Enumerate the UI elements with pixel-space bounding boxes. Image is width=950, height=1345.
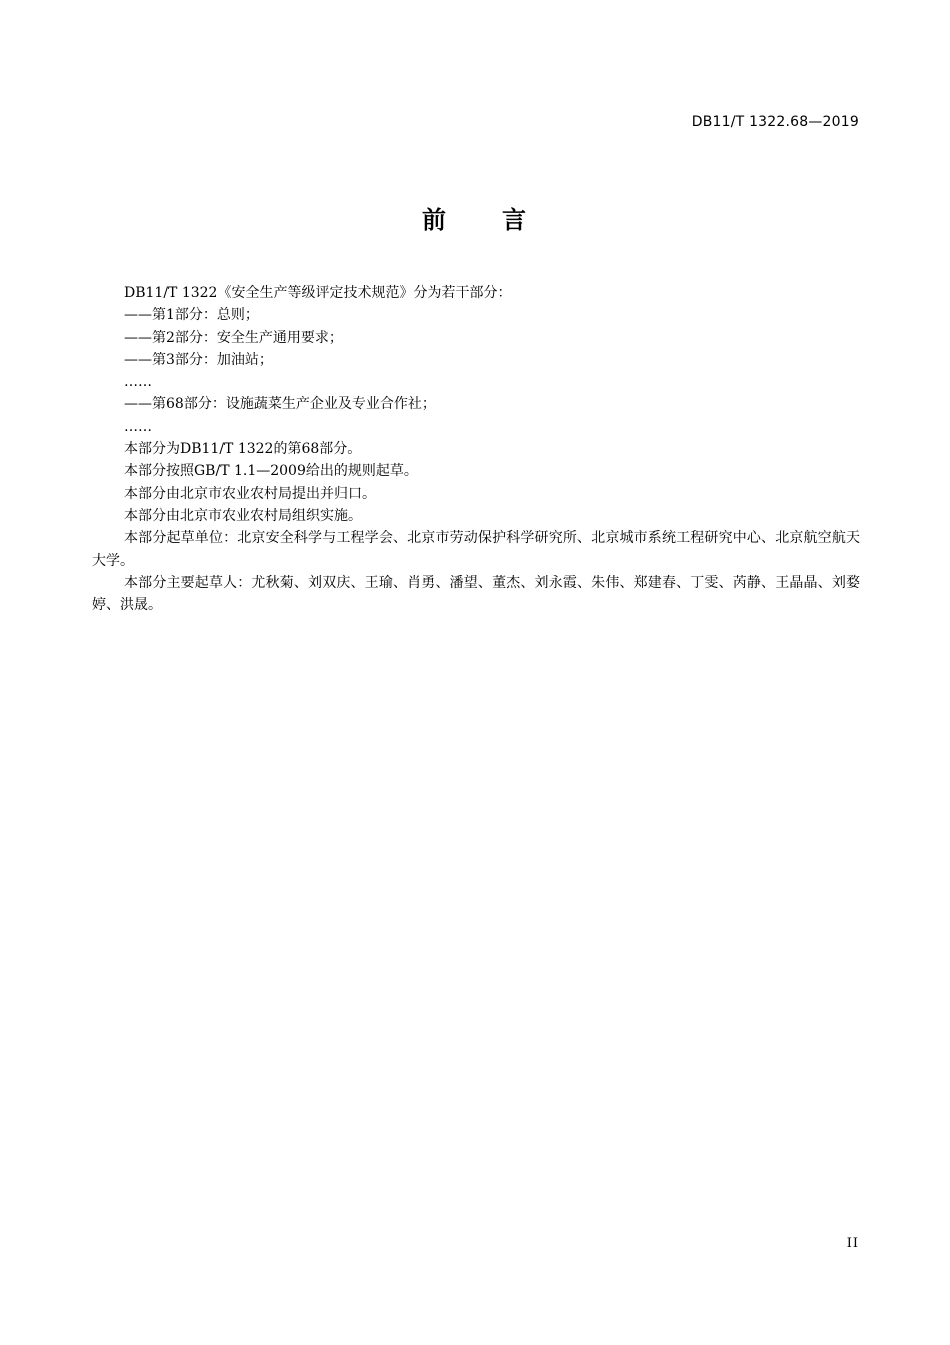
paragraph-proposer: 本部分由北京市农业农村局提出并归口。 xyxy=(124,485,376,502)
paragraph-this-part: 本部分为DB11/T 1322的第68部分。 xyxy=(124,441,362,458)
paragraph-intro: DB11/T 1322《安全生产等级评定技术规范》分为若干部分： xyxy=(124,285,512,301)
paragraph-part-1: ——第1部分：总则； xyxy=(124,307,259,324)
paragraph-drafting-units: 本部分起草单位：北京安全科学与工程学会、北京市劳动保护科学研究所、北京城市系统工程研究中心、北京航空航天大学。 xyxy=(92,530,860,569)
paragraph-part-2: ——第2部分：安全生产通用要求； xyxy=(124,329,343,346)
paragraph-implementer: 本部分由北京市农业农村局组织实施。 xyxy=(124,507,362,524)
paragraph-part-68: ——第68部分：设施蔬菜生产企业及专业合作社； xyxy=(124,396,436,413)
page-title xyxy=(0,200,950,235)
paragraph-ellipsis-2: …… xyxy=(124,418,152,435)
page-title-char-2: 言 xyxy=(502,206,528,234)
page-number: II xyxy=(846,1236,859,1251)
page-title-char-1: 前 xyxy=(422,206,448,234)
paragraph-drafters: 本部分主要起草人：尤秋菊、刘双庆、王瑜、肖勇、潘望、董杰、刘永霞、朱伟、郑建春、丁雯、芮静、王晶晶、刘婺婷、洪晟。 xyxy=(92,574,860,614)
paragraph-part-3: ——第3部分：加油站； xyxy=(124,351,273,368)
paragraph-ellipsis-1: …… xyxy=(124,374,152,391)
document-code: DB11/T 1322.68—2019 xyxy=(691,114,859,130)
foreword-body xyxy=(92,282,860,616)
paragraph-drafting-rules: 本部分按照GB/T 1.1—2009给出的规则起草。 xyxy=(124,463,418,480)
